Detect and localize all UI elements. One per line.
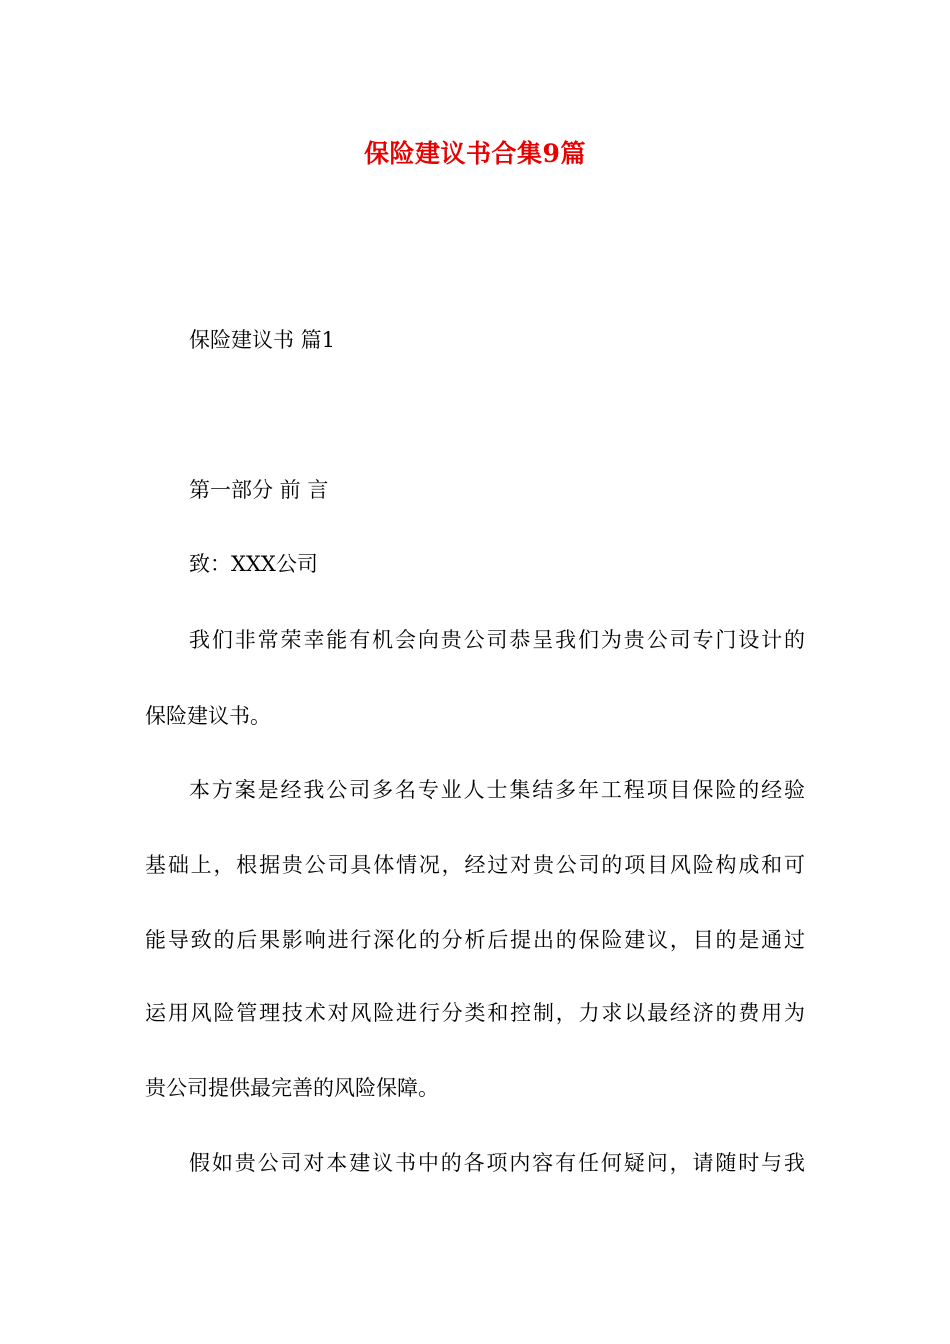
document-title: 保险建议书合集9篇 [364,139,586,168]
paragraph-2-line-4: 运用风险管理技术对风险进行分类和控制，力求以最经济的费用为 [145,1001,805,1025]
paragraph-2-line-5: 贵公司提供最完善的风险保障。 [145,1076,439,1100]
paragraph-1-line-1: 我们非常荣幸能有机会向贵公司恭呈我们为贵公司专门设计的 [189,628,805,652]
paragraph-3-line-1: 假如贵公司对本建议书中的各项内容有任何疑问，请随时与我 [189,1151,805,1175]
paragraph-2-line-3: 能导致的后果影响进行深化的分析后提出的保险建议，目的是通过 [145,928,805,952]
paragraph-2-line-2: 基础上，根据贵公司具体情况，经过对贵公司的项目风险构成和可 [145,853,805,877]
section-heading: 保险建议书 篇1 [189,328,336,352]
paragraph-2-line-1: 本方案是经我公司多名专业人士集结多年工程项目保险的经验 [189,778,805,802]
salutation: 致：XXX公司 [189,552,318,576]
part-heading: 第一部分 前 言 [189,478,329,502]
paragraph-1-line-2: 保险建议书。 [145,704,271,728]
